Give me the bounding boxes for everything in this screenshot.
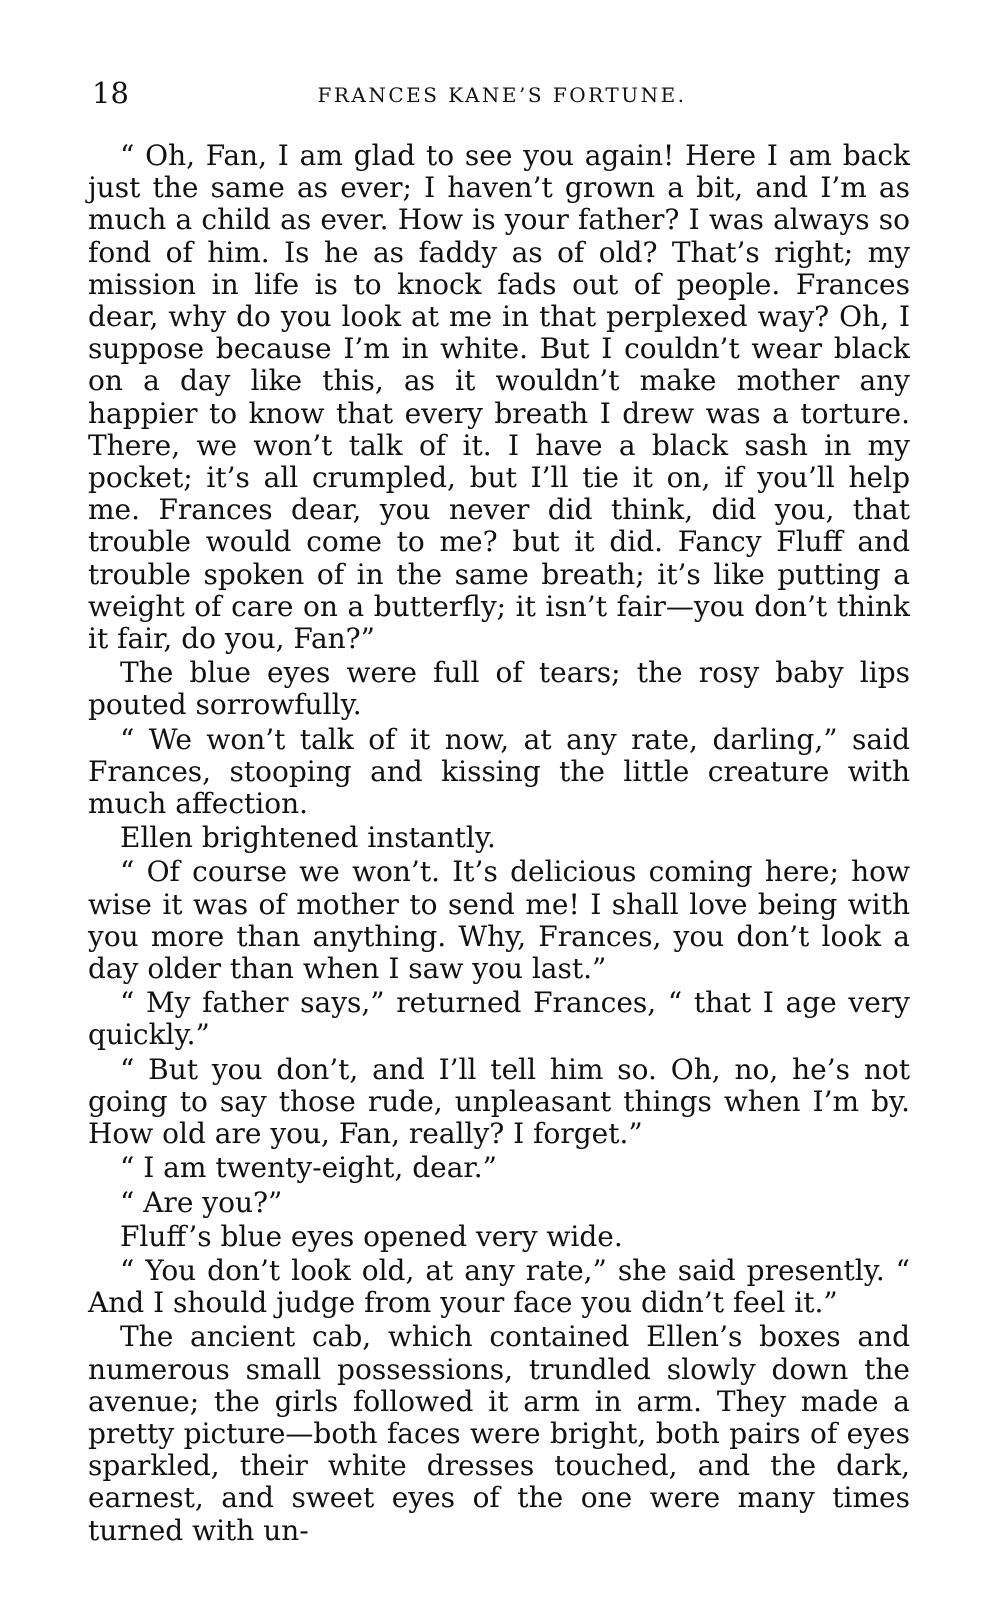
paragraph-twenty-eight: “ I am twenty-eight, dear.” [120, 1151, 497, 1185]
body-text [88, 140, 910, 1547]
page-number: 18 [92, 76, 129, 110]
paragraph-but-you-dont: “ But you don’t, and I’ll tell him so. Oh, no, he’s not going to say those rude, unpleasant things when I’m by. How old are you, Fan, really? I forget.” [88, 1052, 910, 1151]
paragraph-of-course: “ Of course we won’t. It’s delicious coming here; how wise it was of mother to send me! I shall love being with you more than anything. Why, Frances, you don’t look a day older than when I saw you last.” [88, 855, 910, 986]
paragraph-eyes-wide: Fluff’s blue eyes opened very wide. [120, 1219, 623, 1253]
paragraph-are-you: “ Are you?” [120, 1185, 283, 1219]
paragraph-fluff-greeting: “ Oh, Fan, I am glad to see you again! Here I am back just the same as ever; I haven’t grown a bit, and I’m as much a child as ever. How is your father? I was always so fond of him. Is he as faddy as of old? That’s right; my mission in life is to knock fads out of people. Frances dear, why do you look at me in that perplexed way? Oh, I suppose because I’m in white. But I couldn’t wear black on a day like this, as it wouldn’t make mother any happier to know that every breath I drew was a torture. There, we won’t talk of it. I have a black sash in my pocket; it’s all crumpled, but I’ll tie it on, if you’ll help me. Frances dear, you never did think, did you, that trouble would come to me? but it did. Fancy Fluff and trouble spoken of in the same breath; it’s like putting a weight of care on a butterfly; it isn’t fair—you don’t think it fair, do you, Fan?” [88, 139, 910, 656]
paragraph-ellen-brightened: Ellen brightened instantly. [120, 821, 496, 855]
paragraph-ancient-cab: The ancient cab, which contained Ellen’s boxes and numerous small possessions, trundled slowly down the avenue; the girls followed it arm in arm. They made a pretty picture—both faces were bright, both pairs of eyes sparkled, their white dresses touched, and the dark, earnest, and sweet eyes of the one were many times turned with un- [88, 1320, 910, 1547]
running-header [92, 78, 912, 118]
running-title: FRANCES KANE’S FORTUNE. [317, 83, 687, 107]
paragraph-dont-look-old: “ You don’t look old, at any rate,” she said presently. “ And I should judge from your face you didn’t feel it.” [88, 1253, 910, 1320]
paragraph-blue-eyes-tears: The blue eyes were full of tears; the rosy baby lips pouted sorrowfully. [88, 656, 910, 722]
paragraph-frances-reply: “ We won’t talk of it now, at any rate, darling,” said Frances, stooping and kissing the little creature with much affection. [88, 722, 910, 821]
paragraph-father-says: “ My father says,” returned Frances, “ that I age very quickly.” [88, 986, 910, 1052]
